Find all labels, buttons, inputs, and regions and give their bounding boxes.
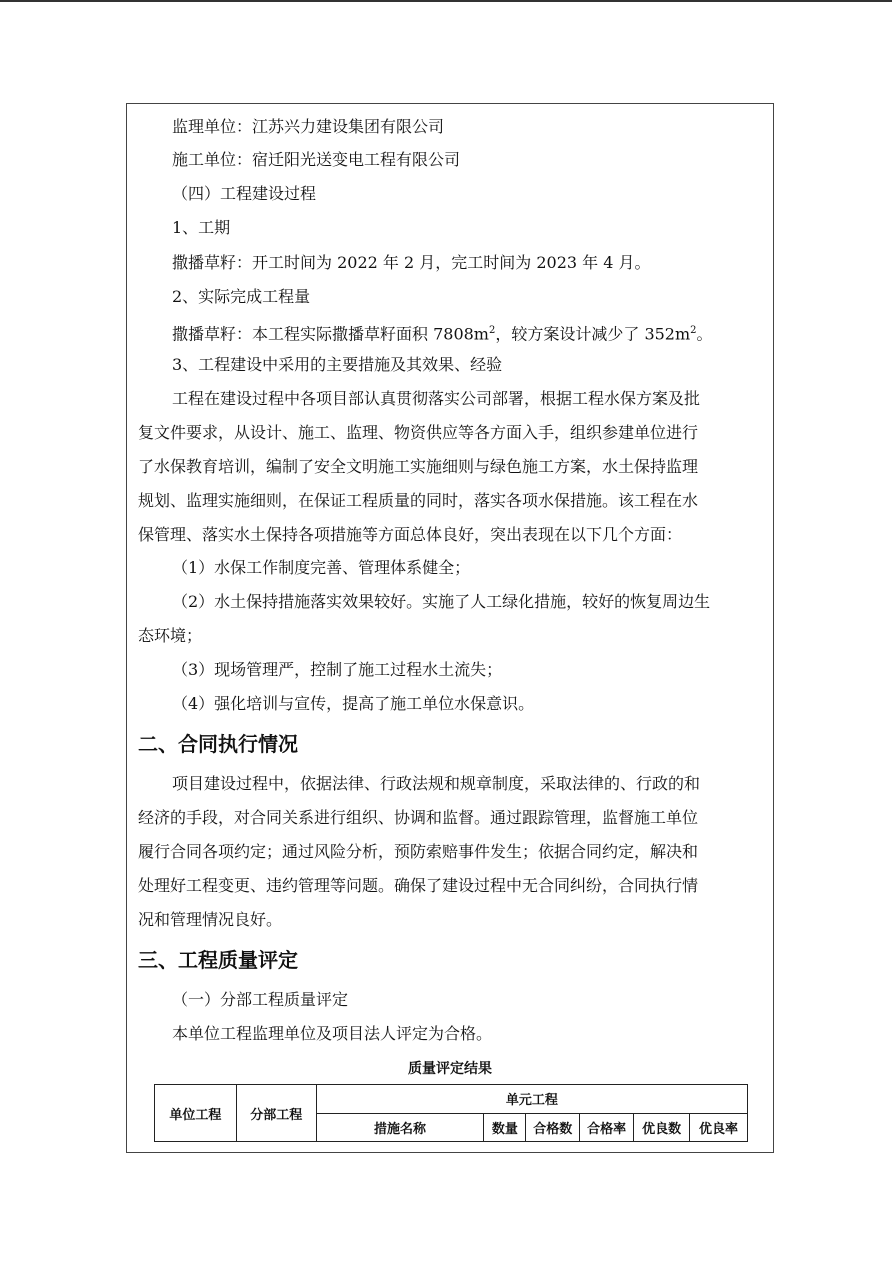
section-2-heading: 二、合同执行情况 — [138, 732, 298, 756]
section-2-line-5: 况和管理情况良好。 — [138, 910, 283, 929]
quantity-text-a: 撒播草籽：本工程实际撒播草籽面积 7808m — [172, 324, 489, 344]
superscript-b: 2 — [690, 325, 697, 336]
page-top-border — [0, 0, 892, 2]
measures-title: 3、工程建设中采用的主要措施及其效果、经验 — [172, 355, 503, 374]
header-qualified-rate: 合格率 — [580, 1113, 634, 1142]
list-item-3: （3）现场管理严，控制了施工过程水土流失； — [172, 660, 503, 679]
quality-table — [154, 1084, 748, 1142]
header-count: 数量 — [484, 1113, 526, 1142]
quantity-title: 2、实际完成工程量 — [172, 287, 311, 306]
supervisor-line: 监理单位：江苏兴力建设集团有限公司 — [172, 117, 445, 136]
table-header-row-1 — [155, 1085, 748, 1114]
list-item-4: （4）强化培训与宣传，提高了施工单位水保意识。 — [172, 694, 535, 713]
measures-line-3: 了水保教育培训，编制了安全文明施工实施细则与绿色施工方案，水土保持监理 — [138, 457, 699, 476]
quantity-text-end: 。 — [696, 324, 713, 344]
header-element-project: 单元工程 — [316, 1085, 747, 1114]
measures-line-4: 规划、监理实施细则，在保证工程质量的同时，落实各项水保措施。该工程在水 — [138, 491, 699, 510]
section-2-line-3: 履行合同各项约定；通过风险分析，预防索赔事件发生；依据合同约定，解决和 — [138, 842, 699, 861]
header-excellent-count: 优良数 — [634, 1113, 690, 1142]
list-item-2: （2）水土保持措施落实效果较好。实施了人工绿化措施，较好的恢复周边生 — [172, 592, 711, 611]
header-division-project: 分部工程 — [236, 1085, 316, 1142]
superscript-a: 2 — [488, 325, 496, 336]
quantity-text-b: ，较方案设计减少了 352m — [495, 324, 691, 344]
list-item-2-cont: 态环境； — [138, 626, 203, 645]
builder-line: 施工单位：宿迁阳光送变电工程有限公司 — [172, 150, 461, 169]
period-title: 1、工期 — [172, 218, 231, 237]
list-item-1: （1）水保工作制度完善、管理体系健全； — [172, 558, 471, 577]
section-3-heading: 三、工程质量评定 — [138, 948, 298, 972]
header-unit-project: 单位工程 — [155, 1085, 237, 1142]
section-3-text: 本单位工程监理单位及项目法人评定为合格。 — [172, 1024, 493, 1043]
section-2-line-4: 处理好工程变更、违约管理等问题。确保了建设过程中无合同纠纷，合同执行情 — [138, 876, 699, 895]
header-measure-name: 措施名称 — [316, 1113, 484, 1142]
measures-line-1: 工程在建设过程中各项目部认真贯彻落实公司部署，根据工程水保方案及批 — [172, 389, 701, 408]
measures-line-2: 复文件要求，从设计、施工、监理、物资供应等各方面入手，组织参建单位进行 — [138, 423, 699, 442]
period-text: 撒播草籽：开工时间为 2022 年 2 月，完工时间为 2023 年 4 月。 — [172, 253, 651, 272]
quantity-text — [172, 321, 713, 344]
table-caption: 质量评定结果 — [408, 1061, 492, 1077]
header-excellent-rate: 优良率 — [690, 1113, 748, 1142]
section-3-subheading: （一）分部工程质量评定 — [172, 990, 349, 1009]
section-2-line-2: 经济的手段，对合同关系进行组织、协调和监督。通过跟踪管理，监督施工单位 — [138, 808, 699, 827]
header-qualified-count: 合格数 — [526, 1113, 580, 1142]
section-2-line-1: 项目建设过程中，依据法律、行政法规和规章制度，采取法律的、行政的和 — [172, 774, 701, 793]
process-title: （四）工程建设过程 — [172, 184, 317, 203]
measures-line-5: 保管理、落实水土保持各项措施等方面总体良好，突出表现在以下几个方面： — [138, 525, 683, 544]
